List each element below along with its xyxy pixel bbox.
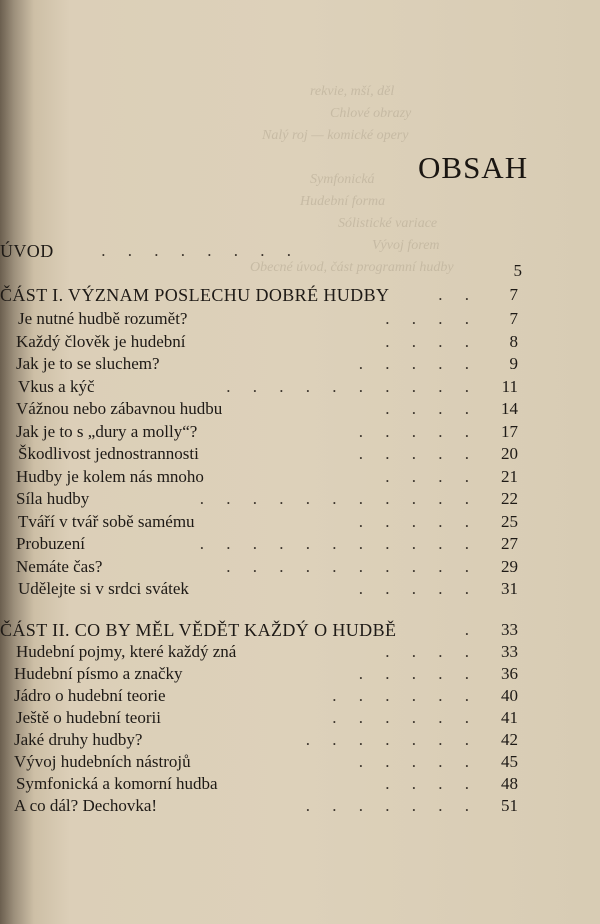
- toc-leader: . . . . . . .: [305, 796, 478, 815]
- toc-label: Vážnou nebo zábavnou hudbu: [16, 399, 223, 418]
- toc-page-number: 7: [509, 309, 518, 328]
- toc-entry: [0, 489, 520, 513]
- toc-entry: [0, 557, 520, 581]
- toc-label: Hudební pojmy, které každý zná: [16, 642, 237, 661]
- toc-label: Jak je to s „dury a molly“?: [16, 421, 198, 441]
- toc-entry: [0, 579, 520, 603]
- toc-leader: .: [464, 620, 478, 639]
- toc-leader: . . . .: [385, 466, 478, 486]
- page-title: OBSAH: [418, 150, 529, 185]
- toc-entry: [0, 774, 520, 798]
- toc-label: Vývoj hudebních nástrojů: [14, 752, 191, 771]
- toc-label: Síla hudby: [16, 489, 90, 508]
- toc-leader: . . . . .: [358, 511, 478, 531]
- toc-entry: [0, 309, 520, 333]
- toc-page-number: 31: [501, 579, 518, 598]
- toc-entry: [0, 752, 520, 776]
- toc-label: Jak je to se sluchem?: [16, 354, 160, 373]
- bleed-through-line: Chlové obrazy: [330, 106, 412, 121]
- bleed-through-line: Nalý roj — komické opery: [262, 128, 409, 143]
- toc-label: Hudební písmo a značky: [14, 664, 183, 683]
- bleed-through-line: Vývoj forem: [372, 238, 440, 253]
- toc-leader: . . . .: [385, 642, 478, 661]
- toc-leader: . . . .: [385, 331, 478, 351]
- toc-entry: [0, 686, 520, 710]
- toc-page-number: 11: [501, 376, 518, 396]
- toc-page-number: 22: [501, 489, 518, 508]
- toc-page-number: 33: [501, 642, 518, 661]
- bleed-through-line: Obecné úvod, část programní hudby: [250, 260, 454, 275]
- toc-label: Probuzení: [16, 534, 85, 553]
- bleed-through-line: Symfonická: [310, 172, 375, 187]
- toc-page-number: 40: [501, 686, 518, 705]
- toc-page-number: 51: [501, 796, 518, 815]
- toc-label: Vkus a kýč: [18, 376, 95, 396]
- toc-page-number: 41: [501, 708, 518, 727]
- toc-page-number: 29: [501, 556, 518, 576]
- toc-leader: . . . .: [385, 774, 478, 793]
- toc-page-number: 17: [501, 421, 518, 441]
- toc-leader: . . . .: [385, 309, 478, 328]
- toc-entry: [0, 467, 520, 491]
- toc-label: ČÁST I. VÝZNAM POSLECHU DOBRÉ HUDBY: [0, 285, 390, 305]
- toc-leader: . . . . .: [358, 752, 478, 771]
- toc-entry-part-2: [0, 620, 520, 644]
- toc-page-number: 36: [501, 664, 518, 683]
- toc-leader: . . . . . . . . . .: [226, 376, 478, 396]
- toc-label: Jádro o hudební teorie: [14, 686, 166, 705]
- toc-page-number: 21: [501, 466, 518, 486]
- toc-label: Udělejte si v srdci svátek: [18, 579, 189, 598]
- toc-label: Škodlivost jednostrannosti: [18, 444, 199, 463]
- toc-leader: . . . . . . .: [305, 730, 478, 749]
- toc-page-number: 9: [509, 354, 518, 373]
- toc-entry: [0, 422, 520, 446]
- toc-label: Symfonická a komorní hudba: [16, 774, 218, 793]
- toc-page-number: 42: [501, 730, 518, 749]
- toc-label: ČÁST II. CO BY MĚL VĚDĚT KAŽDÝ O HUDBĚ: [0, 620, 397, 640]
- toc-page-number: 45: [501, 752, 518, 771]
- toc-leader: . . . . . . . . . . .: [199, 534, 478, 553]
- toc-page-number: 5: [513, 261, 522, 280]
- toc-entry: [0, 332, 520, 356]
- toc-page-number: 48: [501, 774, 518, 793]
- toc-leader: . . . . . . . . . .: [226, 556, 478, 576]
- toc-label: Hudby je kolem nás mnoho: [16, 466, 204, 486]
- bleed-through-line: rekvie, mší, děl: [310, 84, 395, 99]
- toc-entry: [0, 444, 520, 468]
- toc-leader: . . . . . .: [332, 708, 478, 727]
- toc-entry: [0, 642, 520, 666]
- toc-entry: [0, 377, 520, 401]
- bleed-through-line: Sólistické variace: [338, 216, 438, 231]
- toc-page-number: 27: [501, 534, 518, 553]
- toc-page-number: 8: [509, 331, 518, 351]
- toc-leader: . . . . .: [358, 444, 478, 463]
- toc-leader: . . . .: [385, 399, 478, 418]
- toc-entry: [0, 708, 520, 732]
- toc-page-number: 25: [501, 511, 518, 531]
- toc-entry-intro: [0, 241, 520, 265]
- toc-page-number: 14: [501, 399, 518, 418]
- toc-page-number: 33: [501, 620, 518, 639]
- toc-label: Je nutné hudbě rozumět?: [18, 309, 188, 328]
- toc-label: Tváří v tvář sobě samému: [18, 511, 195, 531]
- toc-label: A co dál? Dechovka!: [14, 796, 158, 815]
- toc-entry: [0, 512, 520, 536]
- toc-entry: [0, 534, 520, 558]
- toc-leader: . . . . . . . .: [101, 241, 300, 260]
- toc-entry: [0, 730, 520, 754]
- toc-label: Nemáte čas?: [16, 556, 103, 576]
- toc-leader: . . . . .: [358, 664, 478, 683]
- toc-label: ÚVOD: [0, 241, 54, 261]
- toc-entry-part-1: [0, 285, 520, 309]
- bleed-through-line: Hudební forma: [300, 194, 386, 209]
- toc-entry: [0, 796, 520, 820]
- toc-leader: . . . . .: [358, 421, 478, 441]
- toc-entry: [0, 354, 520, 378]
- toc-page-number: 7: [509, 285, 518, 304]
- toc-leader: . . . . . . . . . . .: [199, 489, 478, 508]
- toc-leader: . .: [438, 285, 478, 304]
- toc-leader: . . . . .: [358, 354, 478, 373]
- toc-label: Každý člověk je hudební: [16, 331, 186, 351]
- toc-leader: . . . . . .: [332, 686, 478, 705]
- toc-leader: . . . . .: [358, 579, 478, 598]
- toc-label: Ještě o hudební teorii: [16, 708, 161, 727]
- toc-page-number: 20: [501, 444, 518, 463]
- toc-entry: [0, 399, 520, 423]
- toc-entry: [0, 664, 520, 688]
- toc-label: Jaké druhy hudby?: [14, 730, 143, 749]
